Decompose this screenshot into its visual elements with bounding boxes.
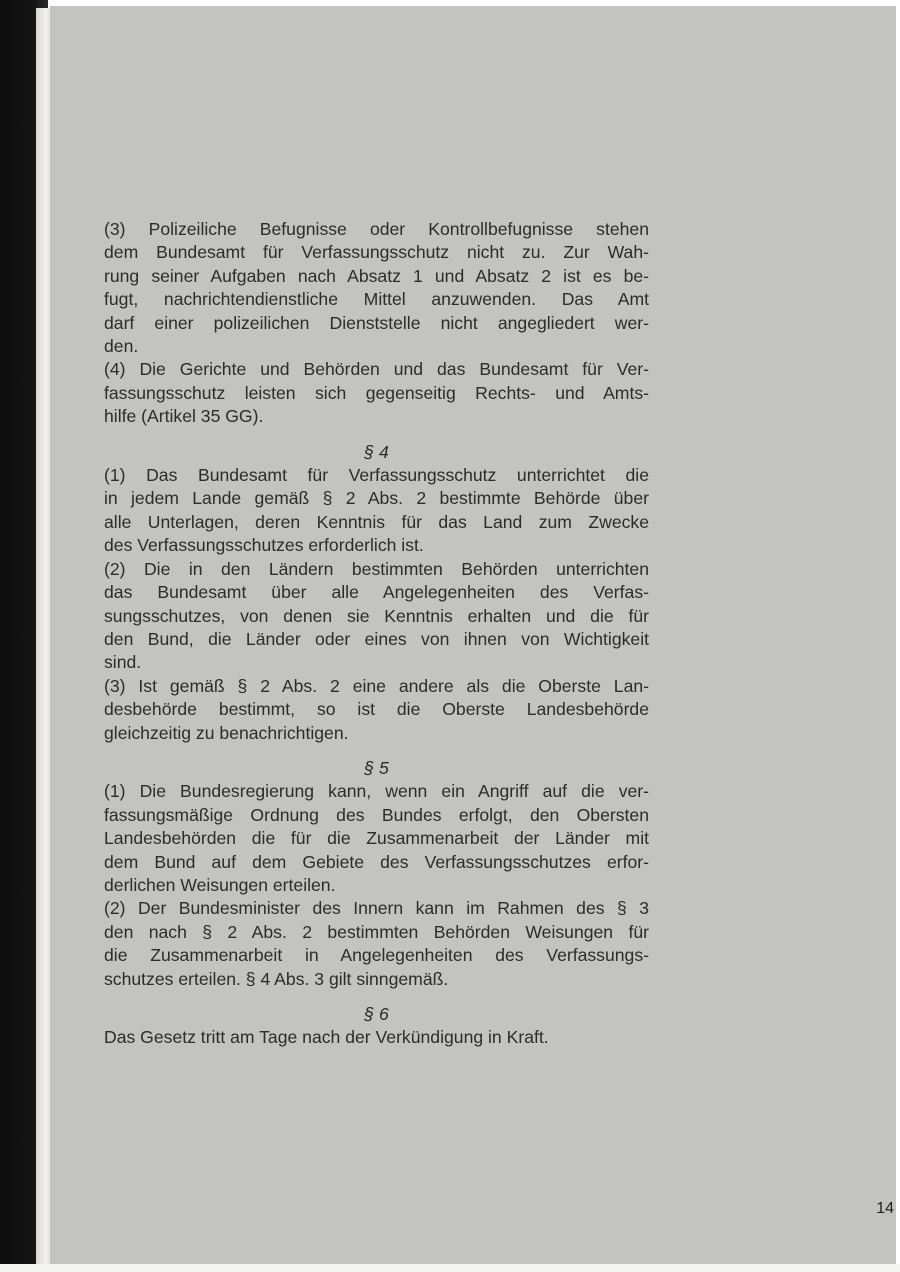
text-line: den nach § 2 Abs. 2 bestimmten Behörden Weisungen für: [104, 921, 649, 942]
text-line: desbehörde bestimmt, so ist die Oberste Landesbehörde: [104, 699, 649, 720]
section-heading: § 4: [364, 441, 389, 462]
section-heading: § 6: [364, 1004, 389, 1024]
text-line: (2) Der Bundesminister des Innern kann im Rahmen des § 3: [104, 898, 649, 919]
text-line: Das Gesetz tritt am Tage nach der Verkündigung in Kraft.: [104, 1027, 549, 1048]
text-line: fugt, nachrichtendienstliche Mittel anzuwenden. Das Amt: [104, 289, 649, 310]
document-body: [104, 218, 649, 1050]
text-line: dem Bundesamt für Verfassungsschutz nicht zu. Zur Wah-: [104, 242, 649, 263]
paragraph: [104, 218, 649, 358]
page-number: 14: [876, 1200, 894, 1217]
text-line: schutzes erteilen. § 4 Abs. 3 gilt sinngemäß.: [104, 968, 449, 989]
paragraph: [104, 675, 649, 745]
text-line: rung seiner Aufgaben nach Absatz 1 und Absatz 2 ist es be-: [104, 265, 649, 286]
text-line: sind.: [104, 652, 142, 673]
text-line: hilfe (Artikel 35 GG).: [104, 406, 264, 427]
text-line: alle Unterlagen, deren Kenntnis für das Land zum Zwecke: [104, 511, 649, 532]
text-line: Landesbehörden die für die Zusammenarbeit der Länder mit: [104, 828, 649, 849]
text-line: (1) Das Bundesamt für Verfassungsschutz unterrichtet die: [104, 465, 649, 486]
paragraph: [104, 780, 649, 897]
section-heading: § 5: [364, 757, 389, 778]
text-line: das Bundesamt über alle Angelegenheiten des Verfas-: [104, 582, 649, 603]
text-line: sungsschutzes, von denen sie Kenntnis erhalten und die für: [104, 605, 649, 626]
paragraph: [104, 1026, 649, 1049]
paragraph: [104, 558, 649, 675]
text-line: den Bund, die Länder oder eines von ihnen von Wichtigkeit: [104, 628, 649, 649]
text-line: (1) Die Bundesregierung kann, wenn ein Angriff auf die ver-: [104, 781, 649, 802]
paragraph: [104, 897, 649, 991]
scan-bottom-margin: [0, 1264, 900, 1272]
text-line: darf einer polizeilichen Dienststelle nicht angegliedert wer-: [104, 312, 649, 333]
paragraph: [104, 358, 649, 428]
text-line: in jedem Lande gemäß § 2 Abs. 2 bestimmte Behörde über: [104, 488, 649, 509]
text-line: (4) Die Gerichte und Behörden und das Bundesamt für Ver-: [104, 359, 649, 380]
text-line: fassungsmäßige Ordnung des Bundes erfolgt, den Obersten: [104, 804, 649, 825]
text-line: gleichzeitig zu benachrichtigen.: [104, 722, 349, 743]
text-line: derlichen Weisungen erteilen.: [104, 874, 336, 895]
text-line: (3) Ist gemäß § 2 Abs. 2 eine andere als die Oberste Lan-: [104, 675, 649, 696]
text-line: die Zusammenarbeit in Angelegenheiten des Verfassungs-: [104, 945, 649, 966]
text-line: den.: [104, 336, 139, 357]
text-line: (3) Polizeiliche Befugnisse oder Kontrollbefugnisse stehen: [104, 219, 649, 239]
text-line: des Verfassungsschutzes erforderlich ist.: [104, 535, 424, 556]
paragraph: [104, 464, 649, 558]
text-line: fassungsschutz leisten sich gegenseitig Rechts- und Amts-: [104, 382, 649, 403]
text-line: (2) Die in den Ländern bestimmten Behörden unterrichten: [104, 558, 649, 579]
text-line: dem Bund auf dem Gebiete des Verfassungsschutzes erfor-: [104, 851, 649, 872]
